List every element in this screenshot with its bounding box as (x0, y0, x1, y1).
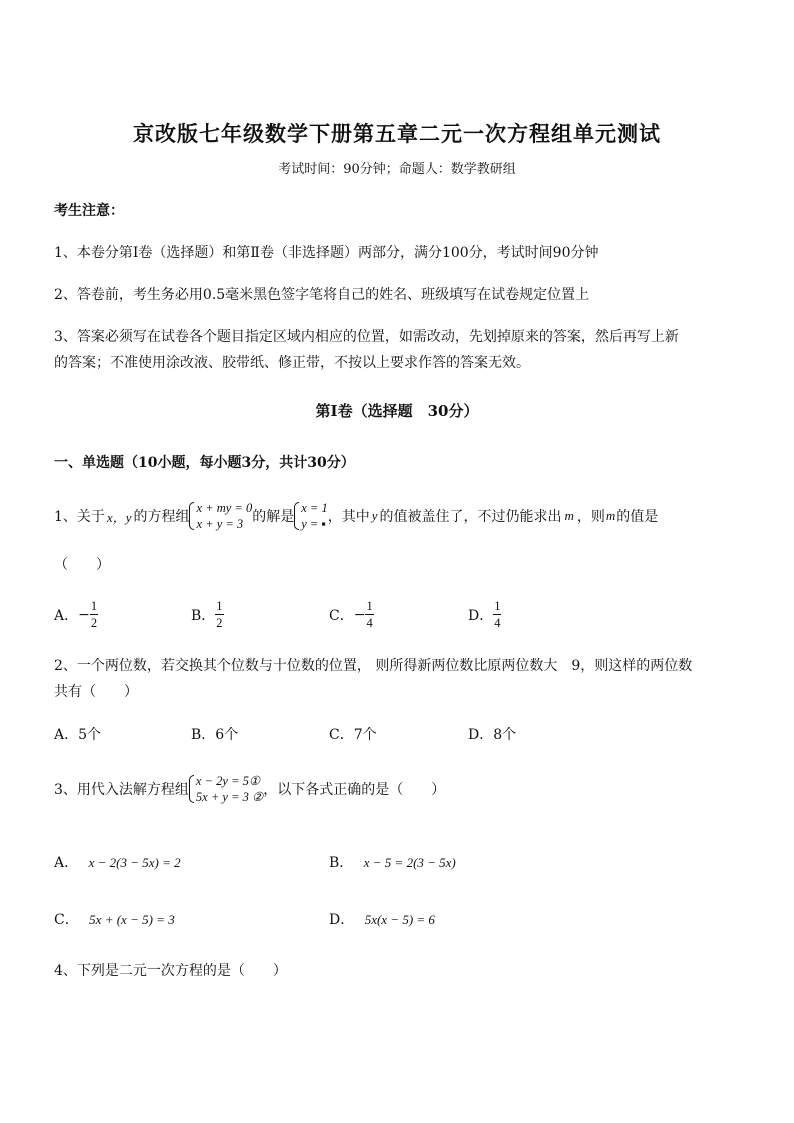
q1-text: 的方程组 (133, 509, 190, 525)
q1-sol-line-2: y = ▪ (301, 517, 326, 531)
option-expression: x − 2(3 − 5x) = 2 (88, 855, 181, 870)
numerator: 1 (366, 599, 373, 613)
q1-option-d[interactable] (468, 600, 501, 630)
option-sign: − (353, 607, 366, 623)
notice-2: 2、答卷前，考生务必用0.5毫米黑色签字笔将自己的姓名、班级填写在试卷规定位置上 (54, 287, 590, 303)
q1-option-a[interactable] (54, 600, 98, 630)
q1-text: 的值被盖住了，不过仍能求出 (379, 509, 562, 525)
denominator: 2 (90, 616, 98, 630)
question-2: 2、一个两位数，若交换其个位数与十位数的位置， 则所得新两位数比原两位数大 9，则这样的两位数 (54, 658, 693, 674)
fraction (365, 600, 373, 630)
option-label: A． (54, 855, 79, 871)
option-expression: 5x(x − 5) = 6 (364, 912, 435, 927)
question-4: 4、下列是二元一次方程的是（ ） (54, 963, 287, 979)
q3-equation-system (189, 773, 263, 805)
fraction (493, 600, 501, 630)
numerator: 1 (216, 599, 223, 613)
notice-1: 1、本卷分第Ⅰ卷（选择题）和第Ⅱ卷（非选择题）两部分，满分100分，考试时间90分钟 (54, 245, 599, 261)
option-label: C． (54, 912, 79, 928)
option-sign: − (78, 607, 90, 623)
page-title: 京改版七年级数学下册第五章二元一次方程组单元测试 (133, 121, 661, 146)
option-expression: x − 5 = 2(3 − 5x) (363, 855, 456, 870)
q1-text: ，则 (576, 509, 605, 525)
q1-sol-line-1: x = 1 (301, 501, 328, 515)
option-label: B． (329, 855, 354, 871)
q3-eq-line-2: 5x + y = 3 ② (195, 790, 264, 804)
q3-option-d[interactable] (329, 909, 435, 929)
option-label: D． (468, 608, 494, 624)
denominator: 4 (366, 616, 373, 630)
q3-eq-line-1: x − 2y = 5① (195, 774, 261, 788)
q1-prefix: 1、关于 (54, 509, 105, 525)
q1-option-b[interactable] (191, 600, 224, 630)
denominator: 2 (216, 616, 223, 630)
q1-text: ，其中 (327, 509, 370, 525)
q2-option-b[interactable]: B．6个 (191, 727, 239, 743)
fraction (215, 600, 223, 630)
option-label: C． (329, 608, 354, 624)
q1-solution-system (294, 500, 327, 532)
option-label: A． (54, 608, 79, 624)
q1-option-c[interactable] (329, 600, 374, 630)
question-3 (54, 773, 445, 805)
q1-text: 的解是 (252, 509, 295, 525)
question-1 (54, 500, 658, 532)
q1-var-m: m (605, 508, 616, 523)
q3-option-b[interactable] (329, 852, 456, 872)
fraction (90, 600, 98, 630)
q1-var-y: y (371, 508, 378, 523)
numerator: 1 (494, 599, 501, 613)
q3-option-a[interactable] (54, 852, 181, 872)
part1-title: 第Ⅰ卷（选择题 30分） (315, 402, 479, 420)
q2-option-c[interactable]: C．7个 (329, 727, 377, 743)
q1-vars: x，y (106, 509, 132, 525)
q2-option-a[interactable]: A．5个 (54, 727, 102, 743)
option-label: B． (191, 608, 216, 624)
notice-3: 3、答案必须写在试卷各个题目指定区域内相应的位置，如需改动，先划掉原来的答案，然后再写上新 (54, 329, 679, 345)
section1-heading: 一、单选题（10小题，每小题3分，共计30分） (54, 455, 355, 471)
exam-info: 考试时间：90分钟；命题人：数学教研组 (278, 162, 516, 177)
q3-option-c[interactable] (54, 909, 175, 929)
q1-eq-line-1: x + my = 0 (196, 501, 253, 515)
q3-suffix: ，以下各式正确的是（ ） (263, 782, 446, 798)
question-2-cont: 共有（ ） (54, 684, 138, 700)
numerator: 1 (90, 599, 98, 613)
q1-eq-line-2: x + y = 3 (196, 517, 244, 531)
q1-answer-blank: （ ） (54, 557, 110, 573)
q1-equation-system (189, 500, 252, 532)
q1-text: 的值是 (616, 509, 659, 525)
q3-prefix: 3、用代入法解方程组 (54, 782, 189, 798)
notice-heading: 考生注意： (54, 203, 124, 219)
q2-option-d[interactable]: D．8个 (468, 727, 517, 743)
notice-3-cont: 的答案；不准使用涂改液、胶带纸、修正带，不按以上要求作答的答案无效。 (54, 355, 530, 371)
option-label: D． (329, 912, 355, 928)
denominator: 4 (494, 616, 501, 630)
option-expression: 5x + (x − 5) = 3 (89, 912, 175, 927)
q1-var-m: m (564, 508, 574, 523)
